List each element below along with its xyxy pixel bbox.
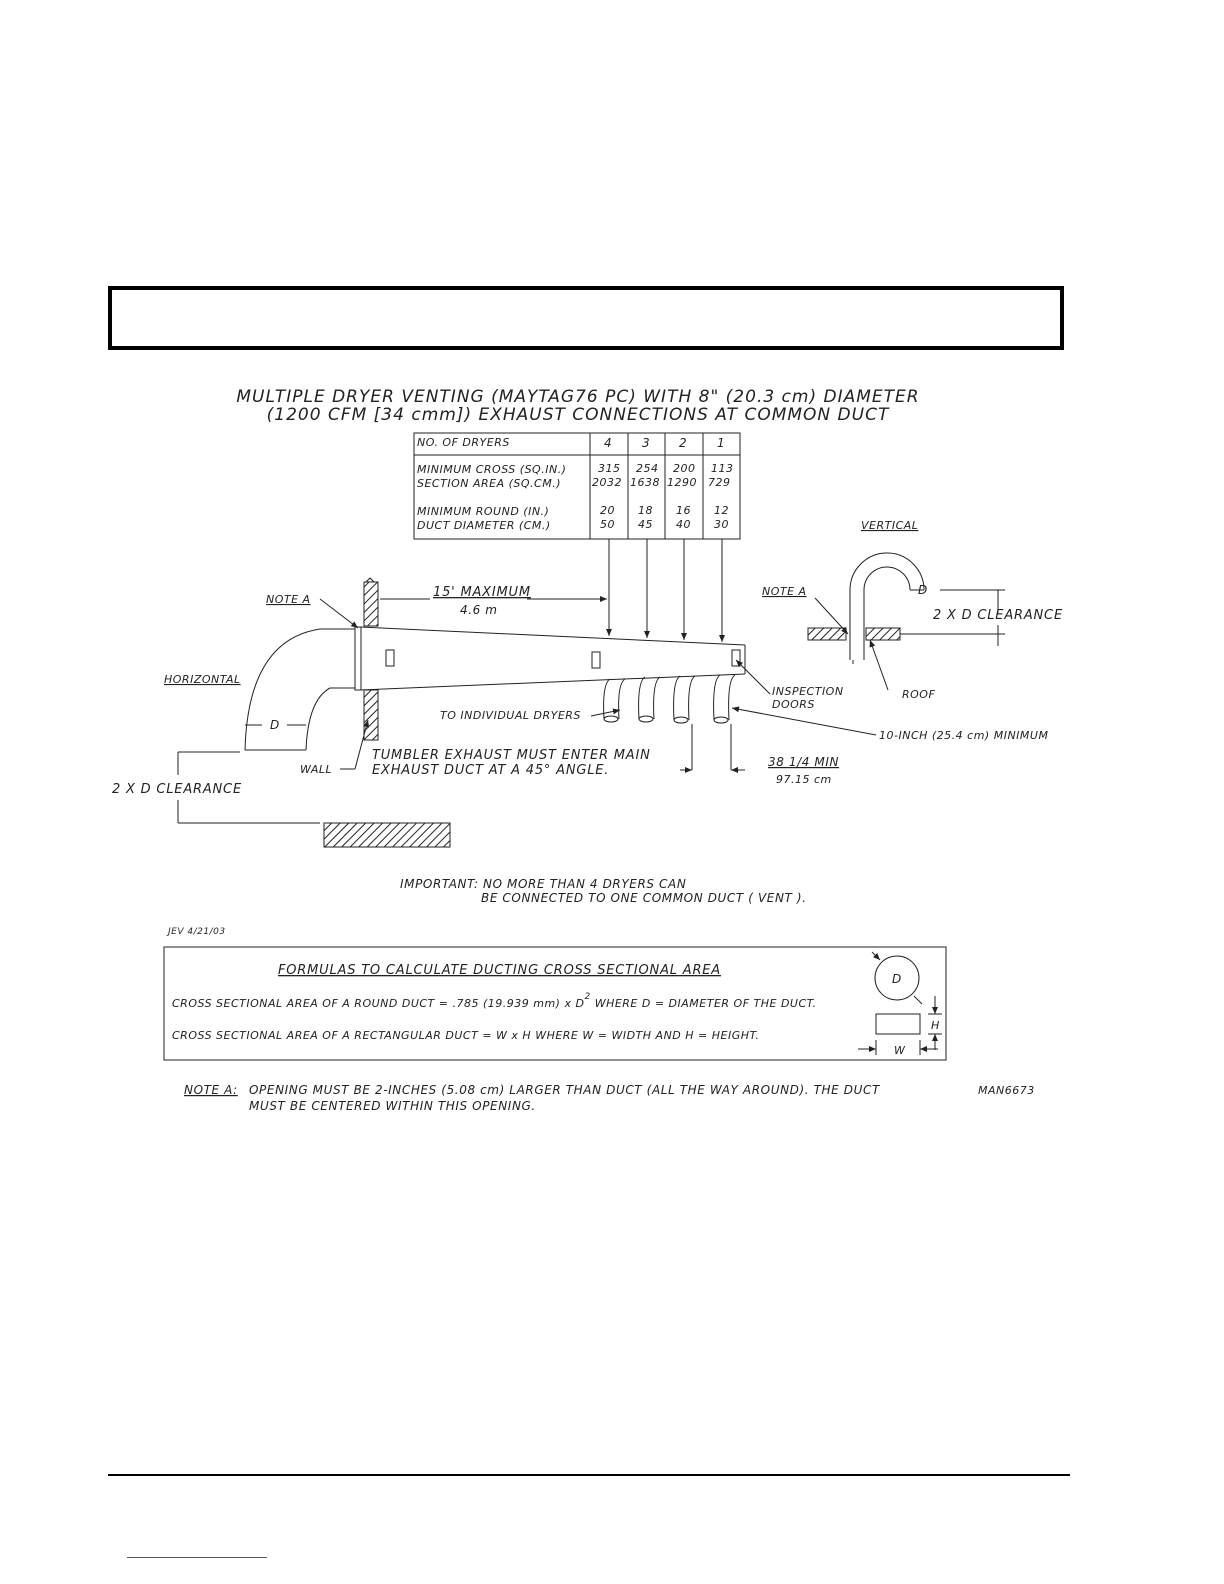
table-pointer-arrows xyxy=(609,539,722,642)
label-horizontal: HORIZONTAL xyxy=(164,673,241,686)
important-line2: BE CONNECTED TO ONE COMMON DUCT ( VENT ). xyxy=(481,891,807,905)
table-area-label-2: SECTION AREA (SQ.CM.) xyxy=(417,477,561,490)
horizontal-elbow xyxy=(245,629,355,750)
label-max-length-m: 4.6 m xyxy=(460,603,498,617)
label-vertical: VERTICAL xyxy=(861,519,919,532)
label-to-dryers: TO INDIVIDUAL DRYERS xyxy=(440,709,581,722)
table-col-3: 3 xyxy=(642,436,651,450)
table-diam-in-1: 12 xyxy=(714,504,729,517)
table-header-label: NO. OF DRYERS xyxy=(417,436,510,449)
formula-round: CROSS SECTIONAL AREA OF A ROUND DUCT = .785 (19.939 mm) x $D^2$ WHERE D = DIAMETER OF THE DUCT. xyxy=(172,992,817,1010)
label-clearance-left: 2 X D CLEARANCE xyxy=(112,782,242,797)
table-area-cm-3: 1638 xyxy=(630,476,660,489)
label-note-a-right: NOTE A xyxy=(762,585,807,598)
table-diam-in-4: 20 xyxy=(600,504,615,517)
label-roof: ROOF xyxy=(902,688,936,701)
label-d-right: D xyxy=(918,583,928,597)
table-area-cm-1: 729 xyxy=(708,476,731,489)
doc-code: MAN6673 xyxy=(978,1084,1035,1097)
table-diam-in-3: 18 xyxy=(638,504,653,517)
formula-rect: CROSS SECTIONAL AREA OF A RECTANGULAR DUCT = W x H WHERE W = WIDTH AND H = HEIGHT. xyxy=(172,1029,760,1042)
table-col-2: 2 xyxy=(679,436,688,450)
note-a-label: NOTE A: xyxy=(184,1083,238,1097)
wall-upper xyxy=(364,582,378,626)
formula-d-symbol: D xyxy=(892,972,902,986)
table-area-in-1: 113 xyxy=(711,462,734,475)
footer-link-underline[interactable] xyxy=(127,1557,267,1558)
drawn-by: JEV 4/21/03 xyxy=(168,927,226,937)
note-a-line2: MUST BE CENTERED WITHIN THIS OPENING. xyxy=(249,1099,536,1113)
formula-h-symbol: H xyxy=(931,1019,940,1032)
dimension-lines xyxy=(178,590,1005,823)
ground-hatch xyxy=(324,823,450,847)
label-10-inch-min: 10-INCH (25.4 cm) MINIMUM xyxy=(879,729,1049,742)
label-clearance-right: 2 X D CLEARANCE xyxy=(933,608,1063,623)
label-inspection-1: INSPECTION xyxy=(772,685,844,698)
main-duct xyxy=(355,627,745,690)
table-diam-cm-3: 45 xyxy=(638,518,653,531)
label-tumbler-1: TUMBLER EXHAUST MUST ENTER MAIN xyxy=(372,748,651,763)
wall-lower xyxy=(364,690,378,740)
table-col-4: 4 xyxy=(604,436,613,450)
table-area-in-3: 254 xyxy=(636,462,659,475)
table-area-cm-4: 2032 xyxy=(592,476,622,489)
table-area-label-1: MINIMUM CROSS (SQ.IN.) xyxy=(417,463,567,476)
label-note-a-left: NOTE A xyxy=(266,593,311,606)
table-diam-in-2: 16 xyxy=(676,504,691,517)
footer-divider xyxy=(108,1474,1070,1476)
table-diam-cm-2: 40 xyxy=(676,518,691,531)
label-wall: WALL xyxy=(300,763,333,776)
label-inspection-2: DOORS xyxy=(772,698,815,711)
label-spacing-cm: 97.15 cm xyxy=(776,773,832,786)
roof-right xyxy=(866,628,900,640)
table-area-in-4: 315 xyxy=(598,462,621,475)
table-area-in-2: 200 xyxy=(673,462,696,475)
formula-illustrations xyxy=(858,952,942,1055)
diagram-title-line2: (1200 CFM [34 cmm]) EXHAUST CONNECTIONS AT COMMON DUCT xyxy=(266,405,890,425)
table-area-cm-2: 1290 xyxy=(667,476,697,489)
table-diam-cm-4: 50 xyxy=(600,518,615,531)
roof-left xyxy=(808,628,846,640)
label-d-left: D xyxy=(270,718,280,732)
table-diam-label-1: MINIMUM ROUND (IN.) xyxy=(417,505,550,518)
table-diam-cm-1: 30 xyxy=(714,518,729,531)
table-col-1: 1 xyxy=(717,436,726,450)
table-diam-label-2: DUCT DIAMETER (CM.) xyxy=(417,519,551,532)
vertical-gooseneck xyxy=(850,553,924,664)
formula-title: FORMULAS TO CALCULATE DUCTING CROSS SECTIONAL AREA xyxy=(278,963,721,978)
label-spacing: 38 1/4 MIN xyxy=(768,755,840,769)
diagram-title-line1: MULTIPLE DRYER VENTING (MAYTAG76 PC) WITH 8" (20.3 cm) DIAMETER xyxy=(236,387,920,407)
important-line1: IMPORTANT: NO MORE THAN 4 DRYERS CAN xyxy=(400,877,687,891)
label-tumbler-2: EXHAUST DUCT AT A 45° ANGLE. xyxy=(372,763,610,778)
note-a-line1: OPENING MUST BE 2-INCHES (5.08 cm) LARGER THAN DUCT (ALL THE WAY AROUND). THE DUCT xyxy=(249,1083,880,1097)
formula-w-symbol: W xyxy=(894,1044,906,1057)
dryer-connections xyxy=(604,675,735,723)
inspection-doors xyxy=(386,650,740,668)
label-max-length: 15' MAXIMUM xyxy=(433,585,531,600)
